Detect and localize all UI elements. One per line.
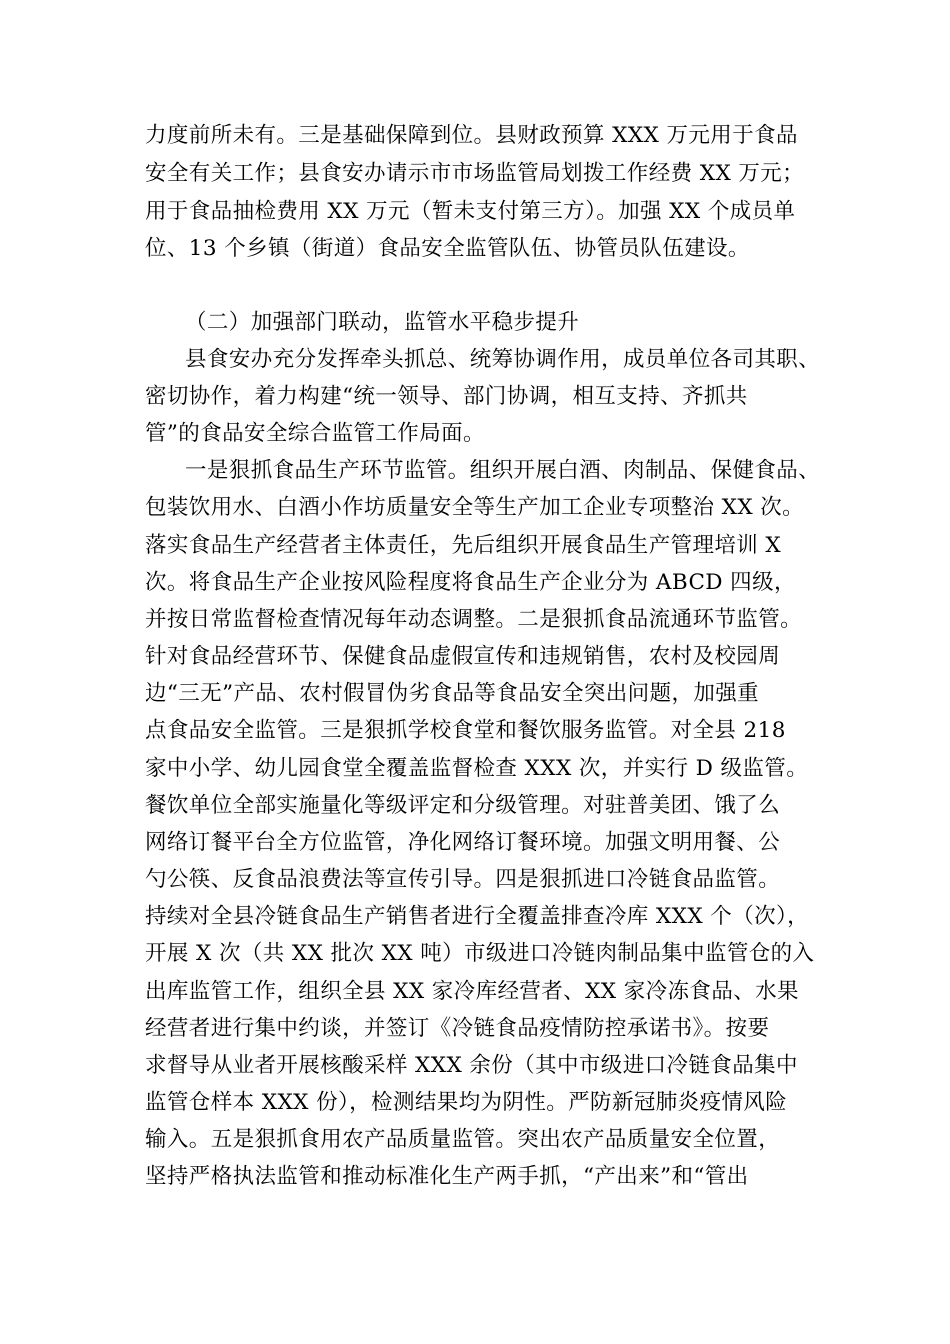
body-text-line: 力度前所未有。三是基础保障到位。县财政预算 XXX 万元用于食品 — [145, 123, 798, 148]
body-text-line: 勺公筷、反食品浪费法等宣传引导。四是狠抓进口冷链食品监管。 — [145, 867, 781, 892]
body-text-line: 坚持严格执法监管和推动标准化生产两手抓，“产出来”和“管出 — [145, 1164, 749, 1189]
body-text-line: 监管仓样本 XXX 份），检测结果均为阴性。严防新冠肺炎疫情风险 — [145, 1090, 788, 1115]
body-text-line: 位、13 个乡镇（街道）食品安全监管队伍、协管员队伍建设。 — [145, 236, 750, 261]
body-text-line: 包装饮用水、白酒小作坊质量安全等生产加工企业专项整治 XX 次。 — [145, 495, 805, 520]
section-heading: （二）加强部门联动，监管水平稳步提升 — [185, 310, 580, 335]
body-text-line: 县食安办充分发挥牵头抓总、统筹协调作用，成员单位各司其职、 — [185, 347, 821, 372]
body-text-line: 边“三无”产品、农村假冒伪劣食品等食品安全突出问题，加强重 — [145, 681, 760, 706]
body-text-line: 次。将食品生产企业按风险程度将食品生产企业分为 ABCD 四级， — [145, 570, 796, 595]
body-text-line: 餐饮单位全部实施量化等级评定和分级管理。对驻普美团、饿了么 — [145, 793, 781, 818]
body-text-line: 出库监管工作，组织全县 XX 家冷库经营者、XX 家冷冻食品、水果 — [145, 979, 799, 1004]
body-text-line: 用于食品抽检费用 XX 万元（暂未支付第三方）。加强 XX 个成员单 — [145, 199, 796, 224]
body-text-line: 针对食品经营环节、保健食品虚假宣传和违规销售，农村及校园周 — [145, 644, 781, 669]
body-text-line: 点食品安全监管。三是狠抓学校食堂和餐饮服务监管。对全县 218 — [145, 718, 786, 743]
body-text-line: 落实食品生产经营者主体责任，先后组织开展食品生产管理培训 X — [145, 533, 782, 558]
body-text-line: 输入。五是狠抓食用农产品质量监管。突出农产品质量安全位置， — [145, 1127, 781, 1152]
body-text-line: 网络订餐平台全方位监管，净化网络订餐环境。加强文明用餐、公 — [145, 830, 781, 855]
body-text-line: 求督导从业者开展核酸采样 XXX 余份（其中市级进口冷链食品集中 — [145, 1053, 798, 1078]
body-text-line: 并按日常监督检查情况每年动态调整。二是狠抓食品流通环节监管。 — [145, 607, 803, 632]
body-text-line: 开展 X 次（共 XX 批次 XX 吨）市级进口冷链肉制品集中监管仓的入 — [145, 941, 815, 966]
body-text-line: 一是狠抓食品生产环节监管。组织开展白酒、肉制品、保健食品、 — [185, 458, 821, 483]
body-text-line: 管”的食品安全综合监管工作局面。 — [145, 421, 485, 446]
body-text-line: 持续对全县冷链食品生产销售者进行全覆盖排查冷库 XXX 个（次）， — [145, 904, 810, 929]
body-text-line: 经营者进行集中约谈，并签订《冷链食品疫情防控承诺书》。按要 — [145, 1016, 770, 1041]
body-text-line: 密切协作，着力构建“统一领导、部门协调，相互支持、齐抓共 — [145, 384, 748, 409]
body-text-line: 家中小学、幼儿园食堂全覆盖监督检查 XXX 次，并实行 D 级监管。 — [145, 756, 809, 781]
body-text-line: 安全有关工作；县食安办请示市市场监管局划拨工作经费 XX 万元； — [145, 161, 805, 186]
